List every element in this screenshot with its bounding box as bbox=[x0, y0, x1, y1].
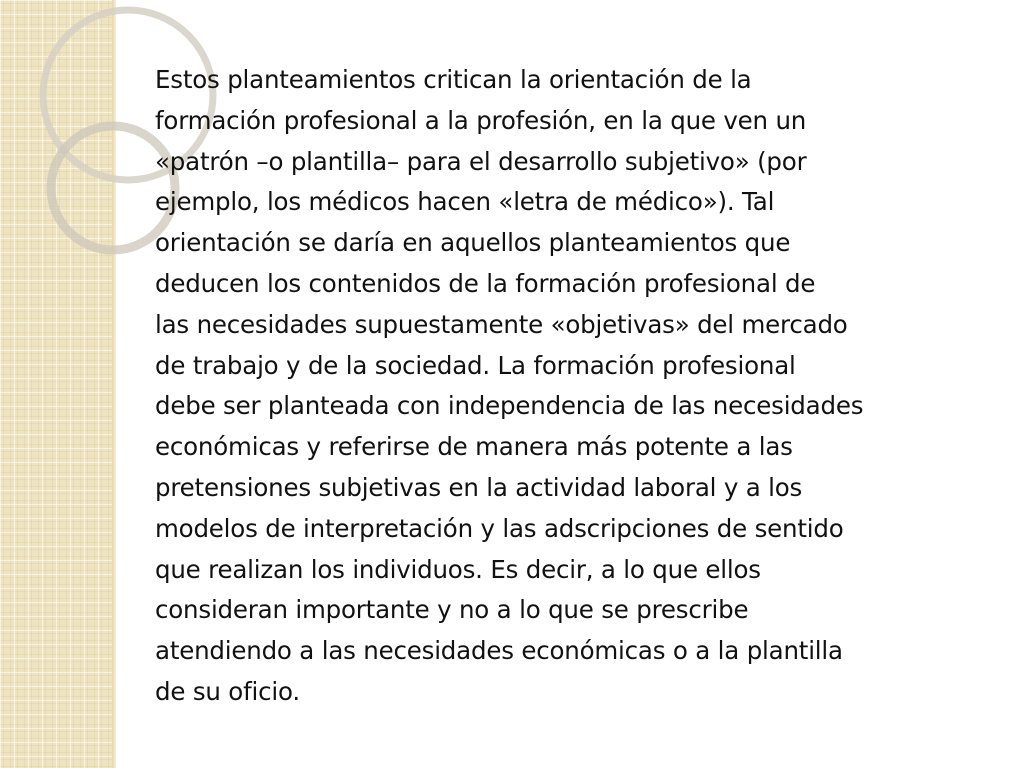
slide-body-text: Estos planteamientos critican la orientación de la formación profesional a la profesión, en la que ven un «patrón –o plantilla– para el desarrollo subjetivo» (por ejemplo, los médicos hacen «letra de médico»). Tal orientación se daría en aquellos planteamientos que deducen los contenidos de la formación profesional de las necesidades supuestamente «objetivas» del mercado de trabajo y de la sociedad. La formación profesional debe ser planteada con independencia de las necesidades económicas y referirse de manera más potente a las pretensiones subjetivas en la actividad laboral y a los modelos de interpretación y las adscripciones de sentido que realizan los individuos. Es decir, a lo que ellos consideran importante y no a lo que se prescribe atendiendo a las necesidades económicas o a la plantilla de su oficio. bbox=[155, 65, 864, 706]
